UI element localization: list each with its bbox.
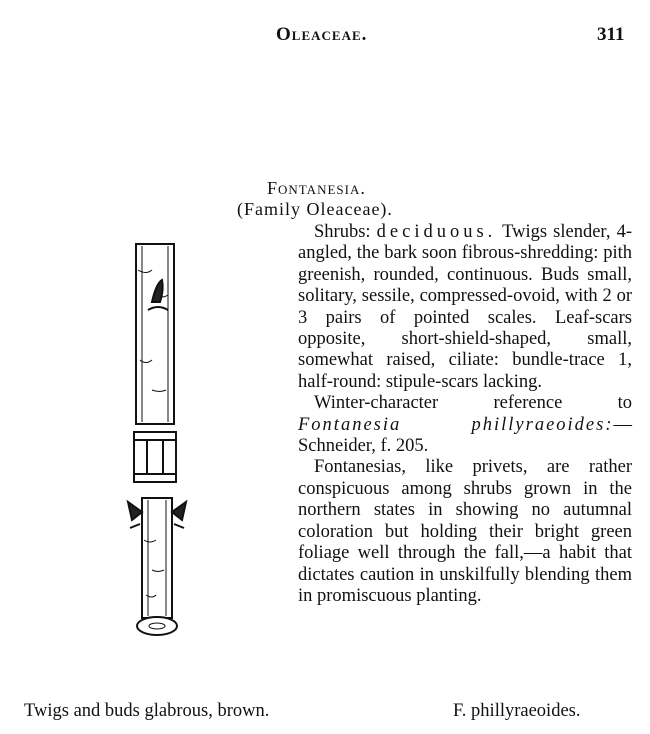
family-line: (Family Oleaceae). — [237, 199, 393, 219]
description-lead-label: Shrubs: — [314, 222, 371, 242]
page-number: 311 — [597, 24, 625, 45]
remarks-paragraph: Fontanesias, like privets, are rather conspicuous among shrubs grown in the northern states in showing no autumnal coloration but holding their bright green foliage well through the fall,—a habit that dictates caution in unskilfully blending them in promiscuous planting. — [298, 457, 632, 606]
reference-taxon: Fontanesia phillyraeoides: — [298, 414, 614, 435]
genus-title: Fontanesia. — [267, 178, 366, 198]
description-text: Twigs slender, 4-angled, the bark soon fibrous-shredding: pith greenish, rounded, continuous. Buds small, solitary, sessile, compressed-ovoid, with 2 or 3 pairs of pointed scales. Leaf-scars opposite, short-shield-shaped, small, somewhat raised, ciliate: bundle-trace 1, half-round: stipule-scars lacking. — [298, 222, 633, 392]
running-head: Oleaceae. — [276, 24, 368, 45]
description-lead-word: deciduous. — [376, 222, 497, 242]
twig-illustration — [112, 240, 202, 650]
key-species: F. phillyraeoides. — [453, 701, 581, 721]
description-paragraph — [298, 222, 632, 393]
species-description — [298, 222, 632, 607]
reference-lead: Winter-character reference to — [314, 393, 632, 414]
key-character: Twigs and buds glabrous, brown. — [24, 701, 270, 721]
reference-tail: — Schneider, f. 205. — [298, 414, 632, 457]
reference-paragraph — [298, 393, 632, 457]
